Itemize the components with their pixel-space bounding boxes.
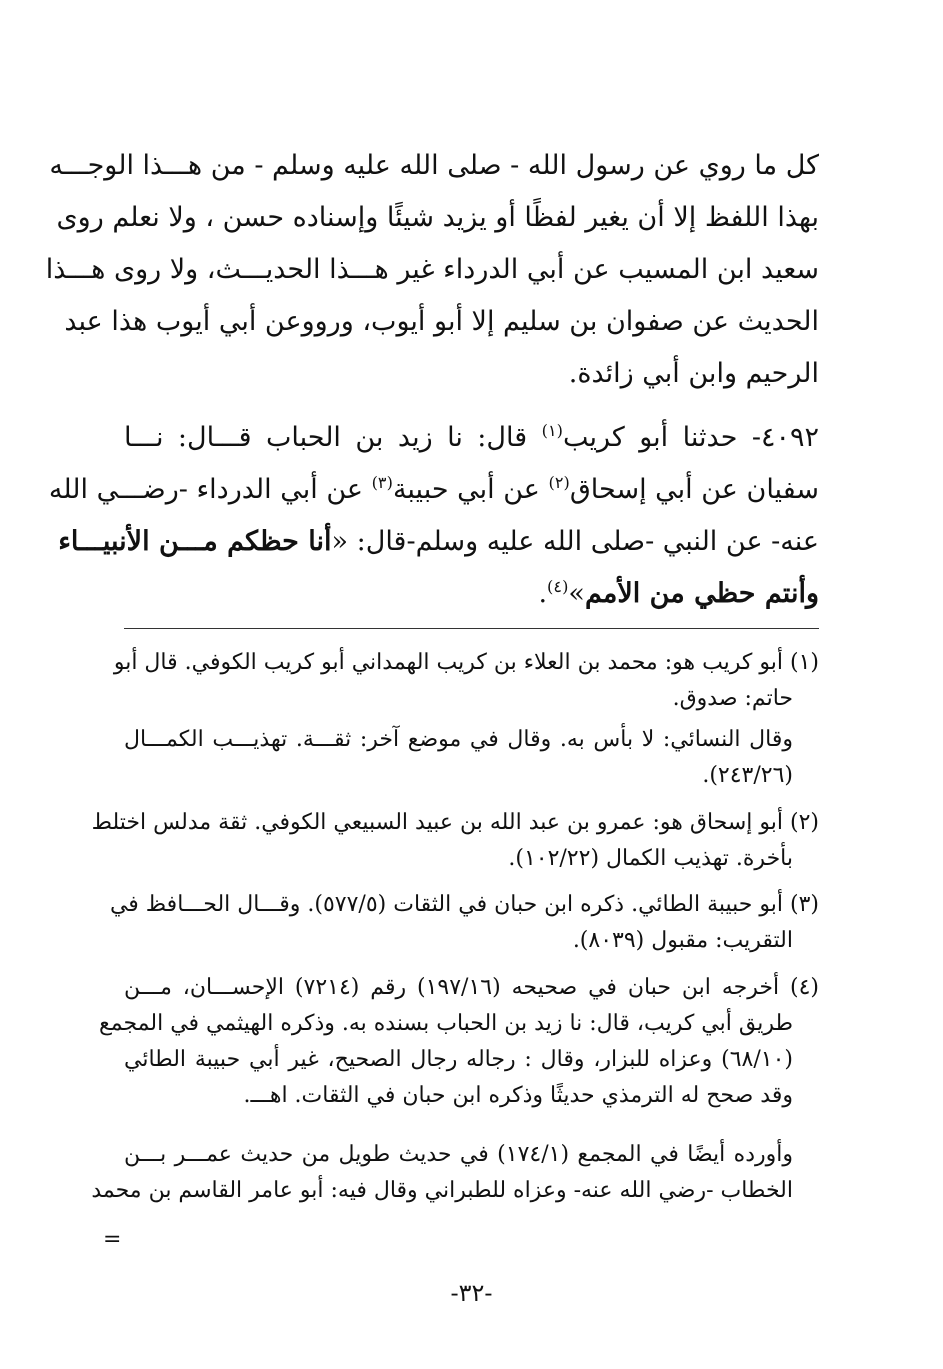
footnote-ref: (١) [541, 421, 563, 440]
footnote-line: الخطاب -رضي الله عنه- وعزاه للطبراني وقال فيه: أبو عامر القاسم بن محمد [91, 1178, 793, 1203]
footnote-line: وقد صحح له الترمذي حديثًا وذكره ابن حبان في الثقات. اهـــ. [243, 1083, 793, 1108]
footnote-line: بأخرة. تهذيب الكمال (١٠٢/٢٢). [508, 846, 793, 871]
footnote-line: (٢٤٣/٢٦). [702, 763, 793, 788]
hadith-quote: وأنتم حظي من الأمم [584, 578, 819, 609]
footnote-separator [124, 628, 819, 629]
continuation-mark: = [103, 1227, 122, 1252]
hadith-text: » [568, 578, 585, 609]
hadith-text: قال: نا زيد بن الحباب قـــال: نـــا [124, 422, 542, 453]
hadith-line [124, 412, 819, 464]
footnote-ref: (٣) [371, 473, 393, 492]
page-number: -٣٢- [450, 1279, 493, 1307]
hadith-text: . [538, 578, 548, 609]
hadith-text: عن أبي حبيبة [392, 474, 549, 505]
footnote-line: (١) أبو كريب هو: محمد بن العلاء بن كريب الهمداني أبو كريب الكوفي. قال أبو [113, 650, 819, 675]
hadith-line [124, 568, 819, 620]
body-line: سعيد ابن المسيب عن أبي الدرداء غير هـــذا الحديـــث، ولا روى هـــذا [45, 254, 819, 285]
hadith-text: عن أبي الدرداء -رضـــي الله [48, 474, 372, 505]
body-line: بهذا اللفظ إلا أن يغير لفظًا أو يزيد شيئًا وإسناده حسن ، ولا نعلم روى [56, 202, 819, 233]
footnote-line: حاتم: صدوق. [672, 686, 793, 711]
hadith-text: ٤٠٩٢- حدثنا أبو كريب [562, 422, 819, 453]
footnote-line: وقال النسائي: لا بأس به. وقال في موضع آخر: ثقـــة. تهذيـــب الكمـــال [124, 727, 793, 752]
footnote-line: (٤) أخرجه ابن حبان في صحيحه (١٩٧/١٦) رقم (٧٢١٤) الإحســـان، مـــن [124, 975, 820, 1000]
body-line: كل ما روي عن رسول الله - صلى الله عليه وسلم - من هـــذا الوجـــه [49, 150, 819, 181]
footnote-line: (٦٨/١٠) وعزاه للبزار، وقال : رجاله رجال الصحيح، غير أبي حبيبة الطائي [124, 1047, 793, 1072]
hadith-text: عنه- عن النبي -صلى الله عليه وسلم-قال: « [331, 526, 819, 557]
footnote-ref: (٤) [547, 577, 569, 596]
body-line: الرحيم وابن أبي زائدة. [568, 358, 819, 389]
body-line: الحديث عن صفوان بن سليم إلا أبو أيوب، ورووعن أبي أيوب هذا عبد [64, 306, 819, 337]
footnote-line: التقريب: مقبول (٨٠٣٩). [572, 928, 793, 953]
hadith-line [48, 464, 819, 516]
hadith-text: سفيان عن أبي إسحاق [569, 474, 819, 505]
footnote-line: وأورده أيضًا في المجمع (١٧٤/١) في حديث طويل من حديث عمـــر بـــن [124, 1142, 793, 1167]
hadith-line [58, 516, 819, 568]
footnote-ref: (٢) [548, 473, 570, 492]
footnote-line: (٢) أبو إسحاق هو: عمرو بن عبد الله بن عبيد السبيعي الكوفي. ثقة مدلس اختلط [91, 810, 819, 835]
footnote-line: (٣) أبو حبيبة الطائي. ذكره ابن حبان في الثقات (٥٧٧/٥). وقـــال الحـــافظ في [109, 892, 819, 917]
footnote-line: طريق أبي كريب، قال: نا زيد بن الحباب بسنده به. وذكره الهيثمي في المجمع [99, 1011, 793, 1036]
hadith-quote: أنا حظكم مـــن الأنبيـــاء [58, 526, 332, 557]
